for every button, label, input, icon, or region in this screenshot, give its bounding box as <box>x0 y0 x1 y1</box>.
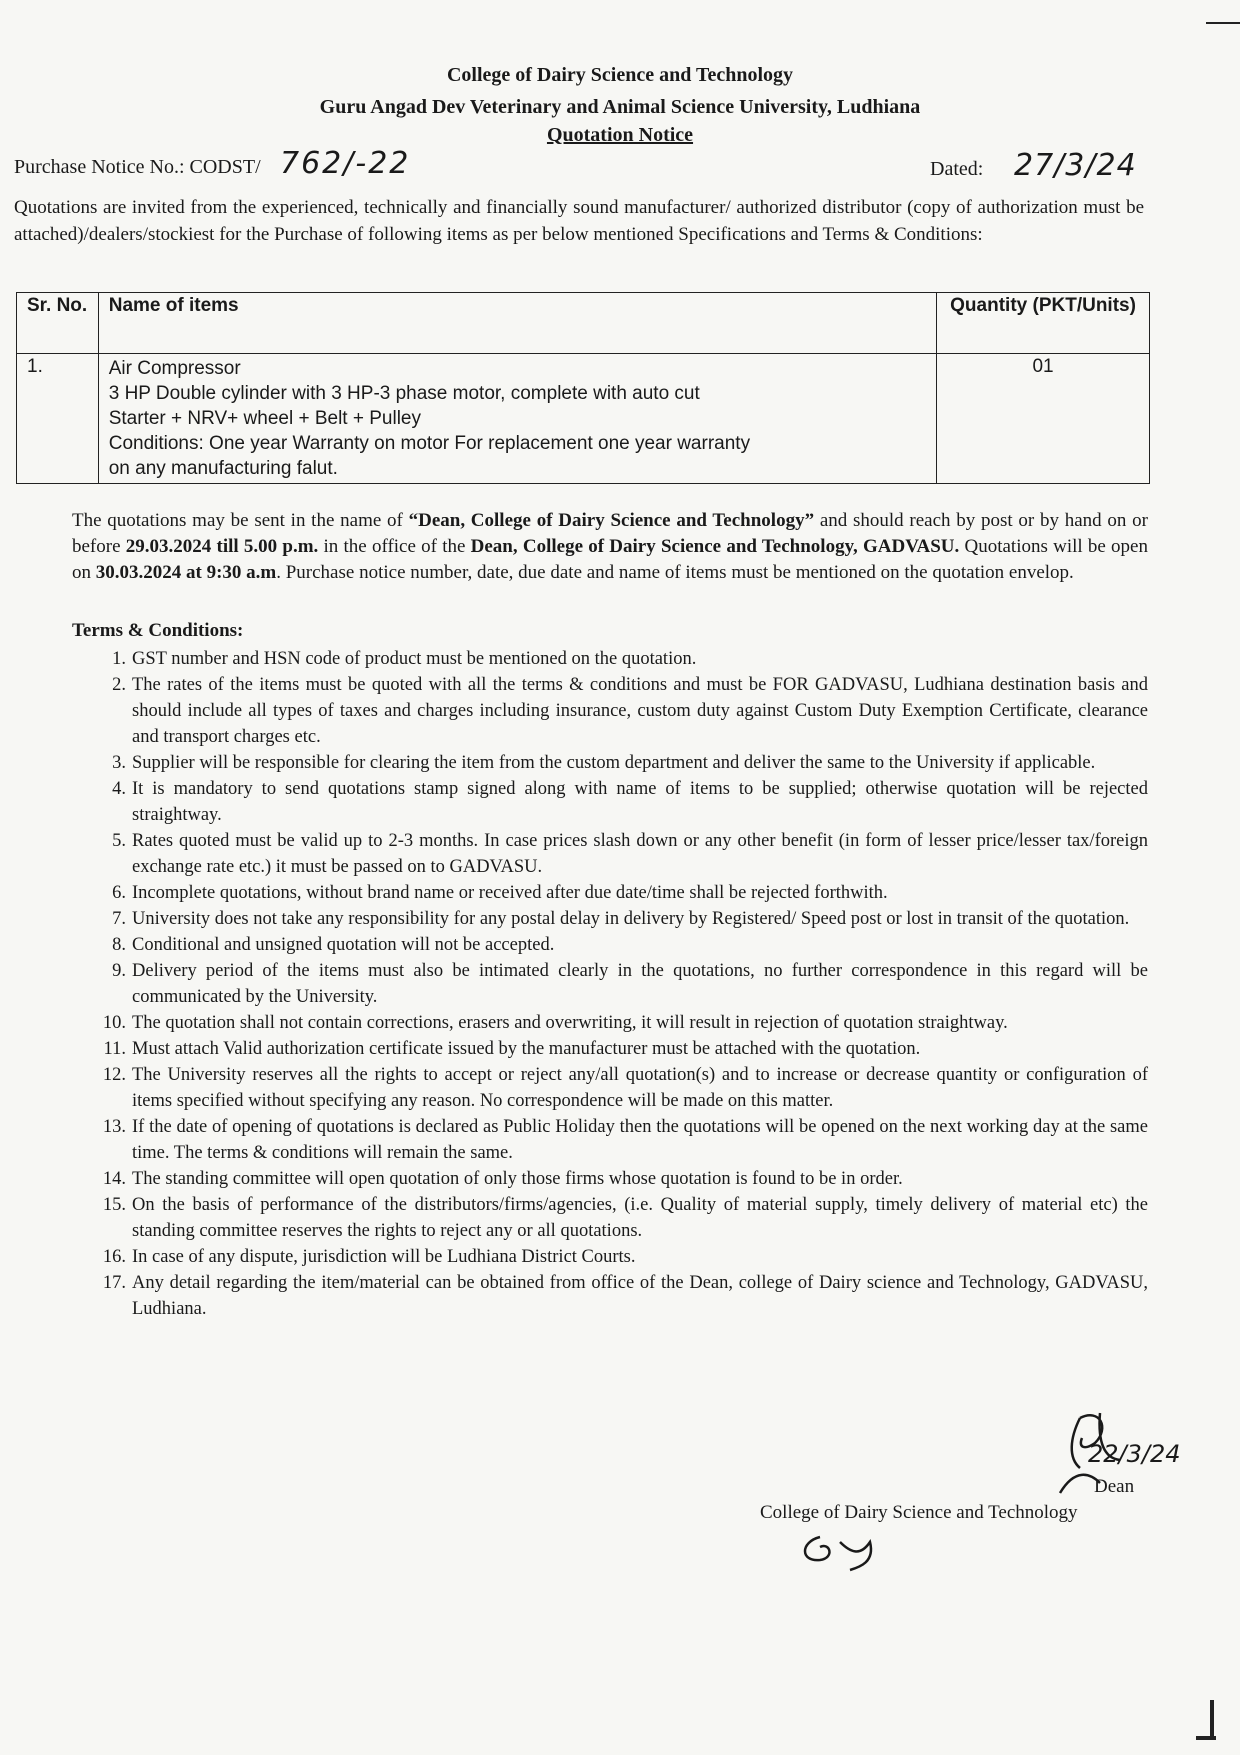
para-text: in the office of the <box>318 536 471 557</box>
header-name: Name of items <box>98 293 936 354</box>
term-item <box>72 776 1148 828</box>
term-text: If the date of opening of quotations is declared as Public Holiday then the quotations will be opened on the next working day at the same time. The terms & conditions will remain the same. <box>132 1117 1148 1163</box>
term-text: The standing committee will open quotation of only those firms whose quotation is found to be in order. <box>132 1169 903 1189</box>
term-number: 5. <box>112 831 126 851</box>
term-text: University does not take any responsibility for any postal delay in delivery by Registered/ Speed post or lost in transit of the quotation. <box>132 909 1130 929</box>
table-row <box>17 354 1150 484</box>
terms-list <box>72 646 1148 1322</box>
term-number: 11. <box>103 1039 126 1059</box>
term-text: Incomplete quotations, without brand name or received after due date/time shall be rejected forthwith. <box>132 883 888 903</box>
signatory-title: Dean <box>1094 1476 1135 1497</box>
term-item <box>72 828 1148 880</box>
para-bold: 29.03.2024 till 5.00 p.m. <box>125 536 319 557</box>
term-text: The quotation shall not contain corrections, erasers and overwriting, it will result in rejection of quotation straightway. <box>132 1013 1008 1033</box>
para-bold: “Dean, College of Dairy Science and Technology” <box>408 510 815 531</box>
term-text: Supplier will be responsible for clearing the item from the custom department and deliver the same to the University if applicable. <box>132 753 1096 773</box>
term-item <box>72 646 1148 672</box>
notice-line <box>14 146 1144 183</box>
term-text: Conditional and unsigned quotation will not be accepted. <box>132 935 555 955</box>
signatory-college: College of Dairy Science and Technology <box>760 1502 1078 1523</box>
term-number: 3. <box>112 753 126 773</box>
term-item <box>72 932 1148 958</box>
initials-signature <box>790 1522 930 1572</box>
dated-value: 27/3/24 <box>1014 148 1137 183</box>
term-number: 13. <box>102 1117 126 1137</box>
item-line: Air Compressor <box>108 358 241 379</box>
term-number: 15. <box>102 1195 126 1215</box>
term-item <box>72 1062 1148 1114</box>
item-line: Starter + NRV+ wheel + Belt + Pulley <box>108 408 421 429</box>
term-number: 6. <box>112 883 126 903</box>
term-number: 2. <box>112 675 126 695</box>
term-number: 9. <box>112 961 126 981</box>
term-item <box>72 958 1148 1010</box>
dated-label: Dated: <box>930 158 984 180</box>
term-text: Any detail regarding the item/material can be obtained from office of the Dean, college of Dairy science and Technology, GADVASU, Ludhiana. <box>132 1273 1148 1319</box>
intro-paragraph: Quotations are invited from the experienced, technically and financially sound manufacturer/ authorized distributor (copy of authorization must be attached)/dealers/stockiest for the Purchase of following items as per below mentioned Specifications and Terms & Conditions: <box>14 197 1144 245</box>
header-sr: Sr. No. <box>17 293 99 354</box>
term-number: 7. <box>112 909 126 929</box>
term-number: 14. <box>102 1169 126 1189</box>
submission-paragraph <box>72 508 1148 586</box>
para-bold: 30.03.2024 at 9:30 a.m <box>95 562 277 583</box>
row-sr: 1. <box>17 354 99 484</box>
scan-edge-mark <box>1206 22 1240 24</box>
term-item <box>72 1036 1148 1062</box>
term-number: 8. <box>112 935 126 955</box>
term-number: 4. <box>112 779 126 799</box>
term-number: 16. <box>102 1247 126 1267</box>
term-text: In case of any dispute, jurisdiction will be Ludhiana District Courts. <box>132 1247 636 1267</box>
table-header-row <box>17 293 1150 354</box>
term-number: 10. <box>102 1013 126 1033</box>
term-text: On the basis of performance of the distributors/firms/agencies, (i.e. Quality of material supply, timely delivery of material etc) the standing committee reserves the rights to reject any or all quotations. <box>132 1195 1148 1241</box>
item-line: Conditions: One year Warranty on motor For replacement one year warranty <box>108 433 751 454</box>
university-name: Guru Angad Dev Veterinary and Animal Science University, Ludhiana <box>319 96 921 118</box>
term-item <box>72 880 1148 906</box>
term-number: 1. <box>112 649 126 669</box>
term-item <box>72 1270 1148 1322</box>
item-line: 3 HP Double cylinder with 3 HP-3 phase motor, complete with auto cut <box>108 383 700 404</box>
term-item <box>72 1244 1148 1270</box>
items-table <box>16 292 1150 484</box>
term-item <box>72 1192 1148 1244</box>
term-text: GST number and HSN code of product must be mentioned on the quotation. <box>132 649 697 669</box>
terms-heading: Terms & Conditions: <box>72 620 244 641</box>
para-text: . Purchase notice number, date, due date and name of items must be mentioned on the quotation envelop. <box>276 562 1074 583</box>
para-text: and should reach by post or by hand on or before <box>72 510 1148 557</box>
purchase-notice-number: 762/-22 <box>280 146 411 181</box>
signature-date: 22/3/24 <box>1088 1440 1181 1468</box>
term-item <box>72 1010 1148 1036</box>
term-item <box>72 1166 1148 1192</box>
scan-edge-mark <box>1196 1736 1216 1740</box>
row-qty: 01 <box>937 354 1150 484</box>
term-text: It is mandatory to send quotations stamp signed along with name of items to be supplied; otherwise quotation will be rejected straightway. <box>132 779 1148 825</box>
term-number: 17. <box>102 1273 126 1293</box>
term-item <box>72 750 1148 776</box>
para-bold: Dean, College of Dairy Science and Technology, GADVASU. <box>470 536 960 557</box>
term-item <box>72 1114 1148 1166</box>
purchase-notice-label: Purchase Notice No.: CODST/ <box>14 156 261 178</box>
term-text: The University reserves all the rights to accept or reject any/all quotation(s) and to increase or decrease quantity or configuration of items specified without specifying any reason. No correspondence will be made on this matter. <box>132 1065 1148 1111</box>
document-title: Quotation Notice <box>546 124 694 146</box>
header-qty: Quantity (PKT/Units) <box>937 293 1150 354</box>
item-line: on any manufacturing falut. <box>108 458 338 479</box>
scan-edge-mark <box>1210 1700 1214 1740</box>
term-item <box>72 672 1148 750</box>
para-text: Quotations will be open on <box>72 536 1148 583</box>
row-item-description <box>98 354 936 484</box>
term-item <box>72 906 1148 932</box>
college-name: College of Dairy Science and Technology <box>446 64 794 86</box>
term-text: Delivery period of the items must also be intimated clearly in the quotations, no further correspondence in this regard will be communicated by the University. <box>132 961 1148 1007</box>
term-text: Rates quoted must be valid up to 2-3 months. In case prices slash down or any other benefit (in form of lesser price/lesser tax/foreign exchange rate etc.) it must be passed on to GADVASU. <box>132 831 1148 877</box>
para-text: The quotations may be sent in the name of <box>72 510 409 531</box>
term-number: 12. <box>102 1065 126 1085</box>
term-text: Must attach Valid authorization certificate issued by the manufacturer must be attached with the quotation. <box>132 1039 921 1059</box>
term-text: The rates of the items must be quoted with all the terms & conditions and must be FOR GADVASU, Ludhiana destination basis and should include all types of taxes and charges including insurance, custom duty against Custom Duty Exemption Certificate, clearance and transport charges etc. <box>132 675 1148 747</box>
